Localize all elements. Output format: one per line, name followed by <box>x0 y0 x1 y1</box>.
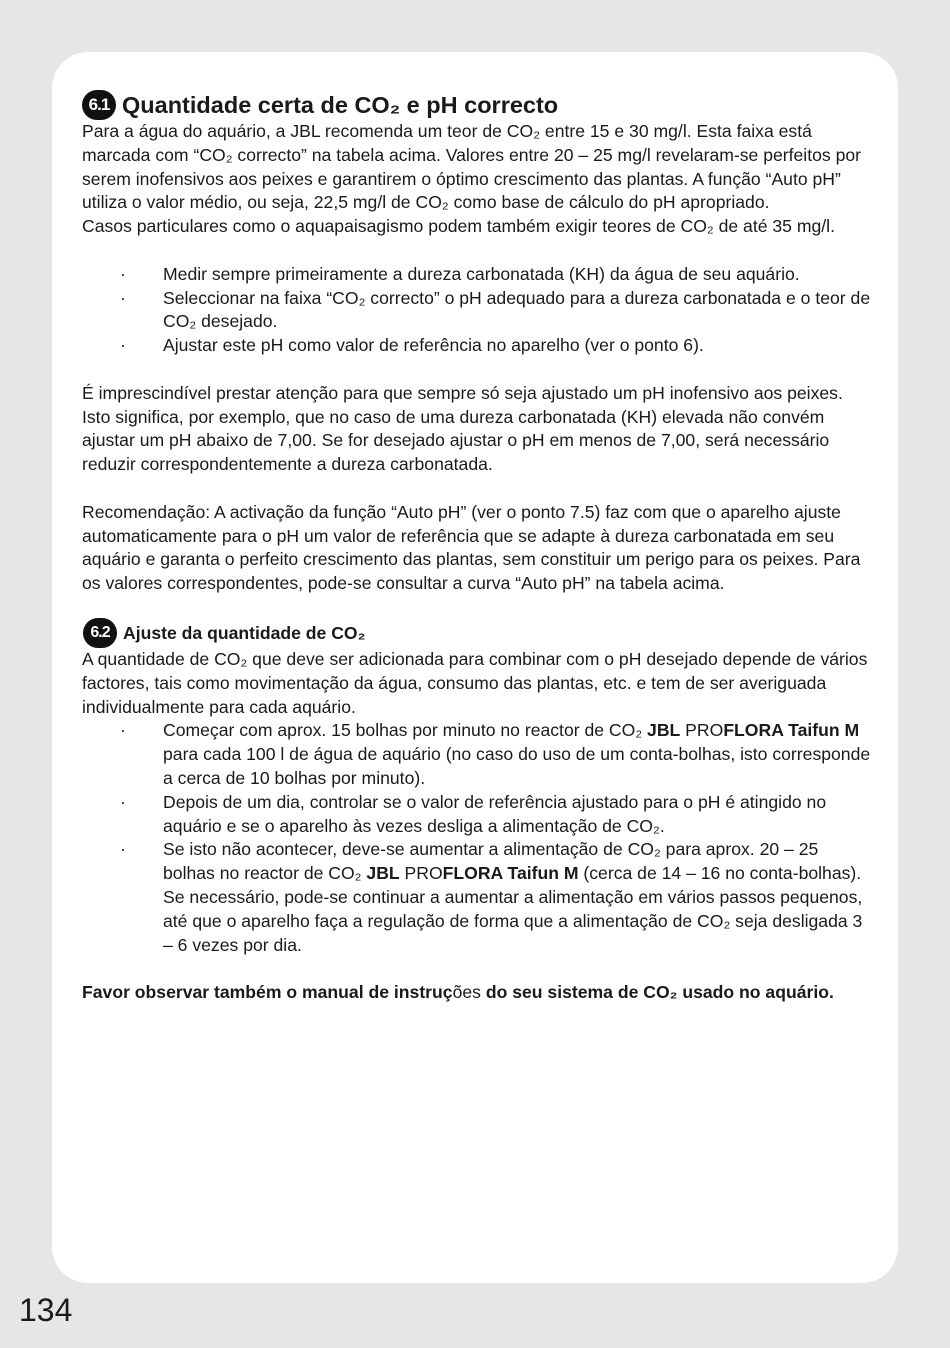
page-content <box>82 90 872 1005</box>
list-item: · Começar com aprox. 15 bolhas por minuto no reactor de CO₂ JBL PROFLORA Taifun M para cada 100 l de água de aquário (no caso do uso de um conta-bolhas, isto corresponde a cerca de 10 bolhas por minuto). <box>82 719 872 790</box>
paragraph: A quantidade de CO₂ que deve ser adicionada para combinar com o pH desejado depende de vários factores, tais como movimentação da água, consumo das plantas, etc. e tem de ser averiguada individualmente para cada aquário. <box>82 648 868 717</box>
section-title: Ajuste da quantidade de CO₂ <box>123 622 366 643</box>
section-title: Quantidade certa de CO₂ e pH correcto <box>122 92 559 118</box>
section-6-1-heading <box>82 90 872 120</box>
list-item: · Depois de um dia, controlar se o valor de referência ajustado para o pH é atingido no aquário e se o aparelho às vezes desliga a alimentação de CO₂. <box>82 791 872 839</box>
section-number-badge: 6.2 <box>83 618 117 648</box>
list-item: · Medir sempre primeiramente a dureza carbonatada (KH) da água de seu aquário. <box>82 263 872 287</box>
section-number-badge: 6.1 <box>82 90 116 120</box>
list-item: · Ajustar este pH como valor de referência no aparelho (ver o ponto 6). <box>82 334 872 358</box>
paragraph: Para a água do aquário, a JBL recomenda um teor de CO₂ entre 15 e 30 mg/l. Esta faixa está marcada com “CO₂ correcto” na tabela acima. Valores entre 20 – 25 mg/l revelaram-se perfeitos por serem inofensivos aos peixes e garantirem o óptimo crescimento das plantas. A função “Auto pH” utiliza o valor médio, ou seja, 22,5 mg/l de CO₂ como base de cálculo do pH apropriado. <box>82 121 862 213</box>
paragraph: É imprescindível prestar atenção para que sempre só seja ajustado um pH inofensivo aos peixes. Isto significa, por exemplo, que no caso de uma dureza carbonatada (KH) elevada não convém ajustar um pH abaixo de 7,00. Se for desejado ajustar o pH em menos de 7,00, será necessário reduzir correspondentemente a dureza carbonatada. <box>82 382 843 475</box>
paragraph: Casos particulares como o aquapaisagismo podem também exigir teores de CO₂ de até 35 mg/l. <box>82 216 835 237</box>
paragraph: Recomendação: A activação da função “Auto pH” (ver o ponto 7.5) faz com que o aparelho ajuste automaticamente para o pH um valor de referência que se adapte à dureza carbonatada em seu aquário e garanta o perfeito crescimento das plantas, sem constituir um perigo para os peixes. Para os valores correspondentes, pode-se consultar a curva “Auto pH” na tabela acima. <box>82 501 861 594</box>
bullet-list <box>82 263 872 358</box>
list-item: · Se isto não acontecer, deve-se aumentar a alimentação de CO₂ para aprox. 20 – 25 bolhas no reactor de CO₂ JBL PROFLORA Taifun M (cerca de 14 – 16 no conta-bolhas). Se necessário, pode-se continuar a aumentar a alimentação em vários passos pequenos, até que o aparelho faça a regulação de forma que a alimentação de CO₂ seja desligada 3 – 6 vezes por dia. <box>82 838 872 957</box>
bullet-list <box>82 719 872 957</box>
page-number: 134 <box>19 1292 73 1328</box>
section-6-2-heading <box>82 618 872 648</box>
list-item: · Seleccionar na faixa “CO₂ correcto” o pH adequado para a dureza carbonatada e o teor de CO₂ desejado. <box>82 287 872 335</box>
closing-note: Favor observar também o manual de instruções do seu sistema de CO₂ usado no aquário. <box>82 982 834 1003</box>
